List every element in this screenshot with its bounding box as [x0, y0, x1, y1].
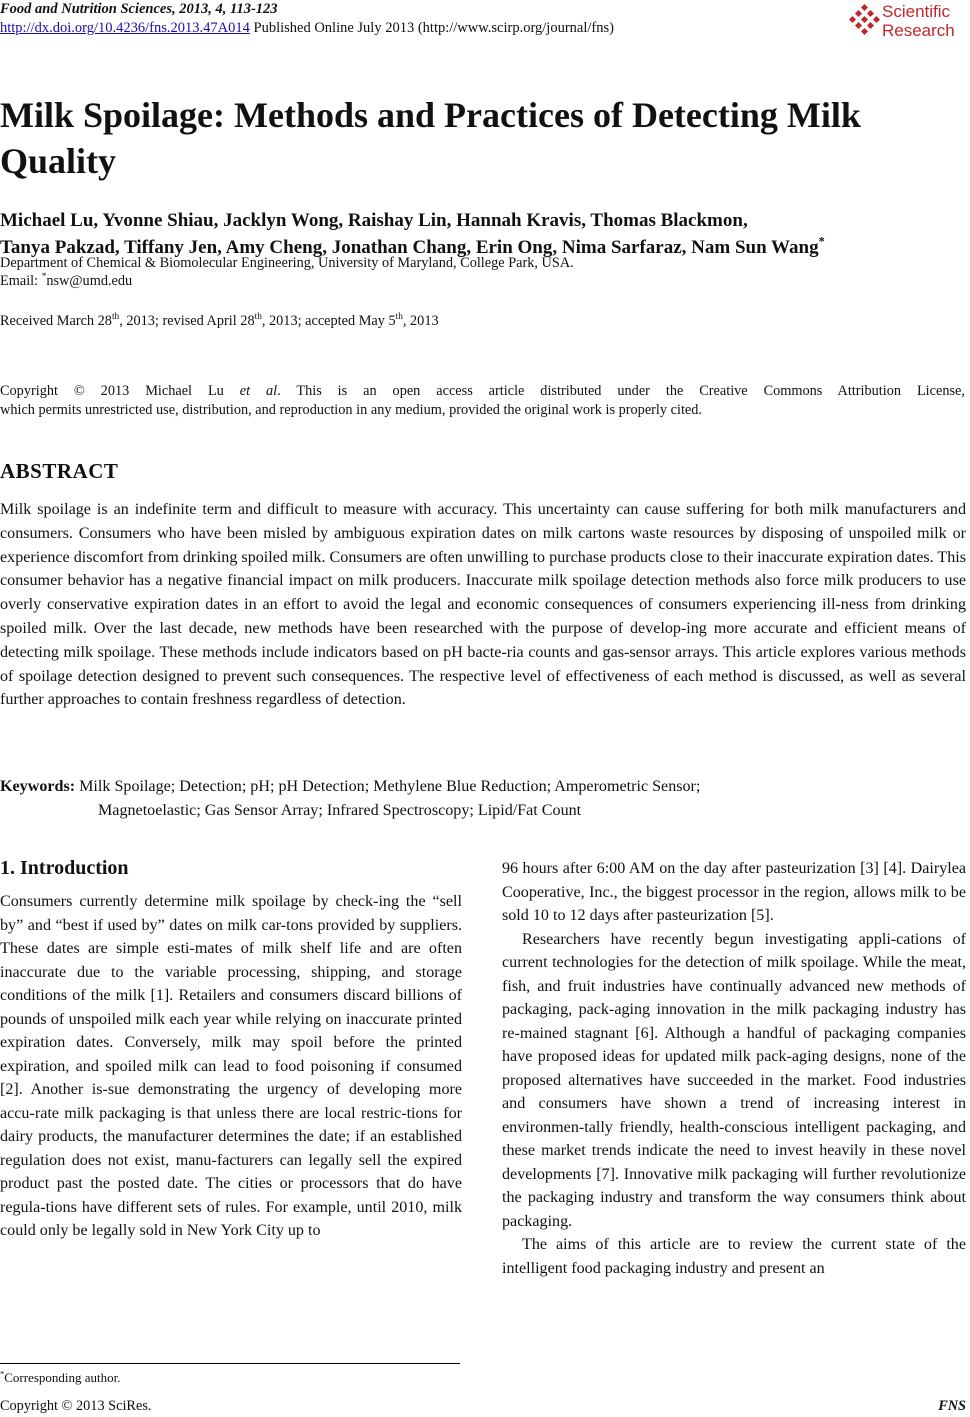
copyright-notice: Copyright © 2013 Michael Lu et al. This is an open access article distributed under the Creative Commons Attribution License,: [0, 383, 965, 399]
author-list: [0, 207, 968, 261]
journal-name: Food and Nutrition Sciences: [0, 1, 173, 17]
doi-line: [0, 20, 614, 37]
keywords-label: Keywords:: [0, 778, 76, 795]
authors-line-1: Michael Lu, Yvonne Shiau, Jacklyn Wong, Raishay Lin, Hannah Kravis, Thomas Blackmon,: [0, 210, 748, 231]
authors-line-2: Tanya Pakzad, Tiffany Jen, Amy Cheng, Jonathan Chang, Erin Ong, Nima Sarfaraz, Nam Sun Wang*: [0, 234, 825, 258]
published-online: Published Online July 2013 (http://www.scirp.org/journal/fns): [249, 20, 614, 36]
section-heading-introduction: 1. Introduction: [0, 857, 129, 879]
intro-paragraph-2: Researchers have recently begun investigating appli-cations of current technologies for the detection of milk spoilage. While the meat, fish, and fruit industries have continually advanced new methods of packaging, pack-aging innovation in the milk packaging industry has re-mained stagnant [6]. Although a handful of packaging companies have proposed ideas for updated milk pack-aging designs, none of the proposed alternatives have succeeded in the market. Food industries and consumers have shown a trend of increasing interest in environmen-tally friendly, health-conscious intelligent packaging, and these market trends indicate the need to invest heavily in these novel developments [7]. Innovative milk packaging will further revolutionize the packaging industry and transform the way consumers think about packaging.: [502, 930, 966, 1230]
scientific-research-logo: [848, 2, 966, 42]
paper-title: Milk Spoilage: Methods and Practices of Detecting Milk Quality: [0, 95, 861, 181]
logo-text: Scientific Research: [882, 2, 955, 40]
keywords: [0, 775, 966, 823]
left-column: [0, 890, 462, 1243]
footer-copyright: Copyright © 2013 SciRes.: [0, 1398, 152, 1414]
submission-dates: Received March 28th, 2013; revised April 28th, 2013; accepted May 5th, 2013: [0, 312, 439, 329]
affiliation-text: Department of Chemical & Biomolecular Engineering, University of Maryland, College Park, USA.: [0, 255, 574, 271]
journal-citation: [0, 1, 278, 18]
email-line: Email: *nsw@umd.edu: [0, 272, 133, 289]
intro-paragraph-continued: 96 hours after 6:00 AM on the day after pasteurization [3] [4]. Dairylea Cooperative, Inc., the biggest processor in the region, allows milk to be sold 10 to 12 days after pasteurization [5].: [502, 860, 966, 924]
journal-volume: , 2013, 4, 113-123: [172, 1, 278, 17]
abstract-text: Milk spoilage is an indefinite term and difficult to measure with accuracy. This uncertainty can cause suffering for both milk manufacturers and consumers. Consumers who have been misled by ambiguous expiration dates on milk cartons waste resources by disposing of unspoiled milk or experience discomfort from drinking spoiled milk. Consumers are often unwilling to purchase products close to their inaccurate expiration dates. This consumer behavior has a negative financial impact on milk producers. Inaccurate milk spoilage detection methods also force milk producers to use overly conservative expiration dates in an effort to avoid the legal and economic consequences of consumers experiencing ill-ness from drinking spoiled milk. Over the last decade, new methods have been researched with the purpose of develop-ing more accurate and efficient means of detecting milk spoilage. These methods include indicators based on pH bacte-ria counts and gas-sensor arrays. This article explores various methods of spoilage detection designed to prevent such consequences. The respective level of effectiveness of each method is discussed, as well as several further approaches to contain freshness regardless of detection.: [0, 501, 966, 709]
doi-link[interactable]: http://dx.doi.org/10.4236/fns.2013.47A014: [0, 20, 250, 36]
logo-icon: [848, 4, 880, 36]
corresponding-mark: *: [818, 234, 825, 249]
footnote: *Corresponding author.: [0, 1368, 121, 1385]
affiliation: [0, 254, 574, 290]
keywords-line-1: Keywords: Milk Spoilage; Detection; pH; pH Detection; Methylene Blue Reduction; Amperometric Sensor;: [0, 778, 701, 795]
intro-paragraph-1: Consumers currently determine milk spoilage by check-ing the “sell by” and “best if used by” dates on milk car-tons provided by suppliers. These dates are simple esti-mates of milk shelf life and are often inaccurate due to the variable processing, shipping, and storage conditions of the milk [1]. Retailers and consumers discard billions of pounds of unspoiled milk each year while relying on inaccurate printed expiration dates. Conversely, milk may spoil before the printed expiration, and spoiled milk can lead to food poisoning if consumed [2]. Another is-sue demonstrating the urgency of developing more accu-rate milk packaging is that unless there are local restric-tions for dairy products, the manufacturer determines the date; if an established regulation does not exist, manu-facturers can legally sell the expired product past the posted date. The cities or processors that do have regula-tions have different sets of rules. For example, until 2010, milk could only be legally sold in New York City up to: [0, 893, 462, 1239]
email-address[interactable]: nsw@umd.edu: [46, 273, 133, 289]
keywords-line-2: Magnetoelastic; Gas Sensor Array; Infrared Spectroscopy; Lipid/Fat Count: [98, 802, 582, 819]
intro-paragraph-3: The aims of this article are to review the current state of the intelligent food packaging industry and present an: [502, 1236, 966, 1277]
abstract-heading: ABSTRACT: [0, 459, 119, 483]
copyright-notice-line-2: which permits unrestricted use, distribution, and reproduction in any medium, provided the original work is properly cited.: [0, 402, 702, 418]
right-column: [502, 857, 966, 1280]
footnote-divider: [0, 1363, 460, 1364]
footer-journal-abbrev: FNS: [938, 1398, 966, 1414]
